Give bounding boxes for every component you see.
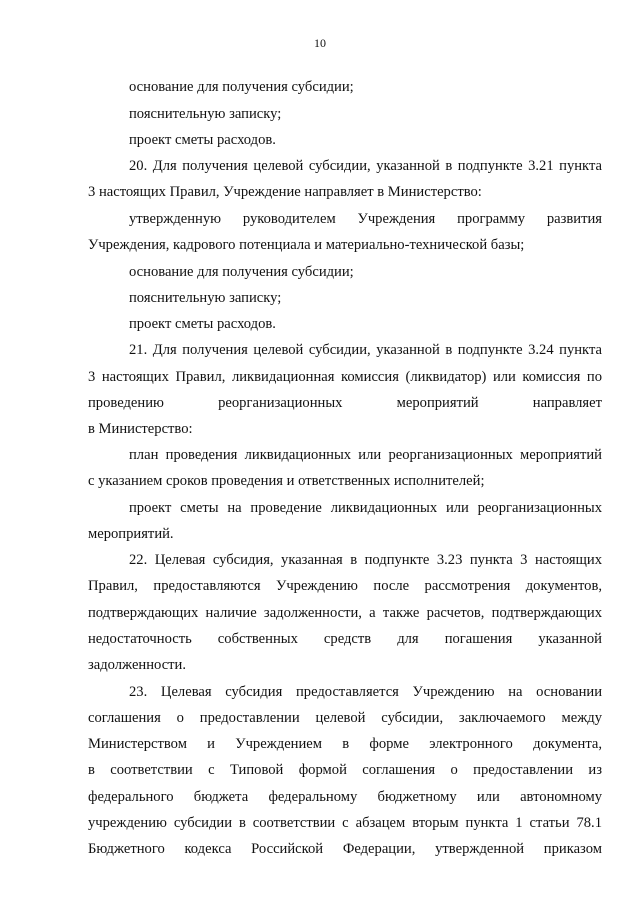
text-line: недостаточность собственных средств для погашения указанной [88, 631, 602, 647]
text-line: с указанием сроков проведения и ответственных исполнителей; [88, 473, 485, 489]
text-line: основание для получения субсидии; [129, 79, 354, 95]
text-line: подтверждающих наличие задолженности, а также расчетов, подтверждающих [88, 605, 602, 621]
text-line: Учреждения, кадрового потенциала и материально-технической базы; [88, 237, 525, 253]
text-line: мероприятий. [88, 526, 174, 542]
text-line: Бюджетного кодекса Российской Федерации, утвержденной приказом [88, 841, 602, 857]
text-line: федерального бюджета федеральному бюджетному или автономному [88, 789, 602, 805]
text-line: проект сметы на проведение ликвидационных или реорганизационных [129, 500, 602, 516]
text-line: в соответствии с Типовой формой соглашения о предоставлении из [88, 762, 602, 778]
text-line: 22. Целевая субсидия, указанная в подпункте 3.23 пункта 3 настоящих [129, 552, 602, 568]
text-line: в Министерство: [88, 421, 193, 437]
text-line: проведению реорганизационных мероприятий направляет [88, 395, 602, 411]
text-line: Министерством и Учреждением в форме электронного документа, [88, 736, 602, 752]
text-line: соглашения о предоставлении целевой субсидии, заключаемого между [88, 710, 602, 726]
text-line: 20. Для получения целевой субсидии, указанной в подпункте 3.21 пункта [129, 158, 602, 174]
text-line: 23. Целевая субсидия предоставляется Учреждению на основании [129, 684, 602, 700]
text-line: основание для получения субсидии; [129, 264, 354, 280]
text-line: проект сметы расходов. [129, 316, 276, 332]
text-line: пояснительную записку; [129, 290, 282, 306]
text-line: задолженности. [88, 657, 187, 673]
text-line: план проведения ликвидационных или реорганизационных мероприятий [129, 447, 602, 463]
text-line: учреждению субсидии в соответствии с абзацем вторым пункта 1 статьи 78.1 [88, 815, 602, 831]
text-line: 3 настоящих Правил, ликвидационная комиссия (ликвидатор) или комиссия по [88, 369, 602, 385]
text-line: утвержденную руководителем Учреждения программу развития [129, 211, 602, 227]
text-line: Правил, предоставляются Учреждению после рассмотрения документов, [88, 578, 602, 594]
text-line: проект сметы расходов. [129, 132, 276, 148]
page-number: 10 [314, 36, 326, 50]
text-line: пояснительную записку; [129, 106, 282, 122]
text-line: 3 настоящих Правил, Учреждение направляет в Министерство: [88, 184, 482, 200]
text-line: 21. Для получения целевой субсидии, указанной в подпункте 3.24 пункта [129, 342, 602, 358]
